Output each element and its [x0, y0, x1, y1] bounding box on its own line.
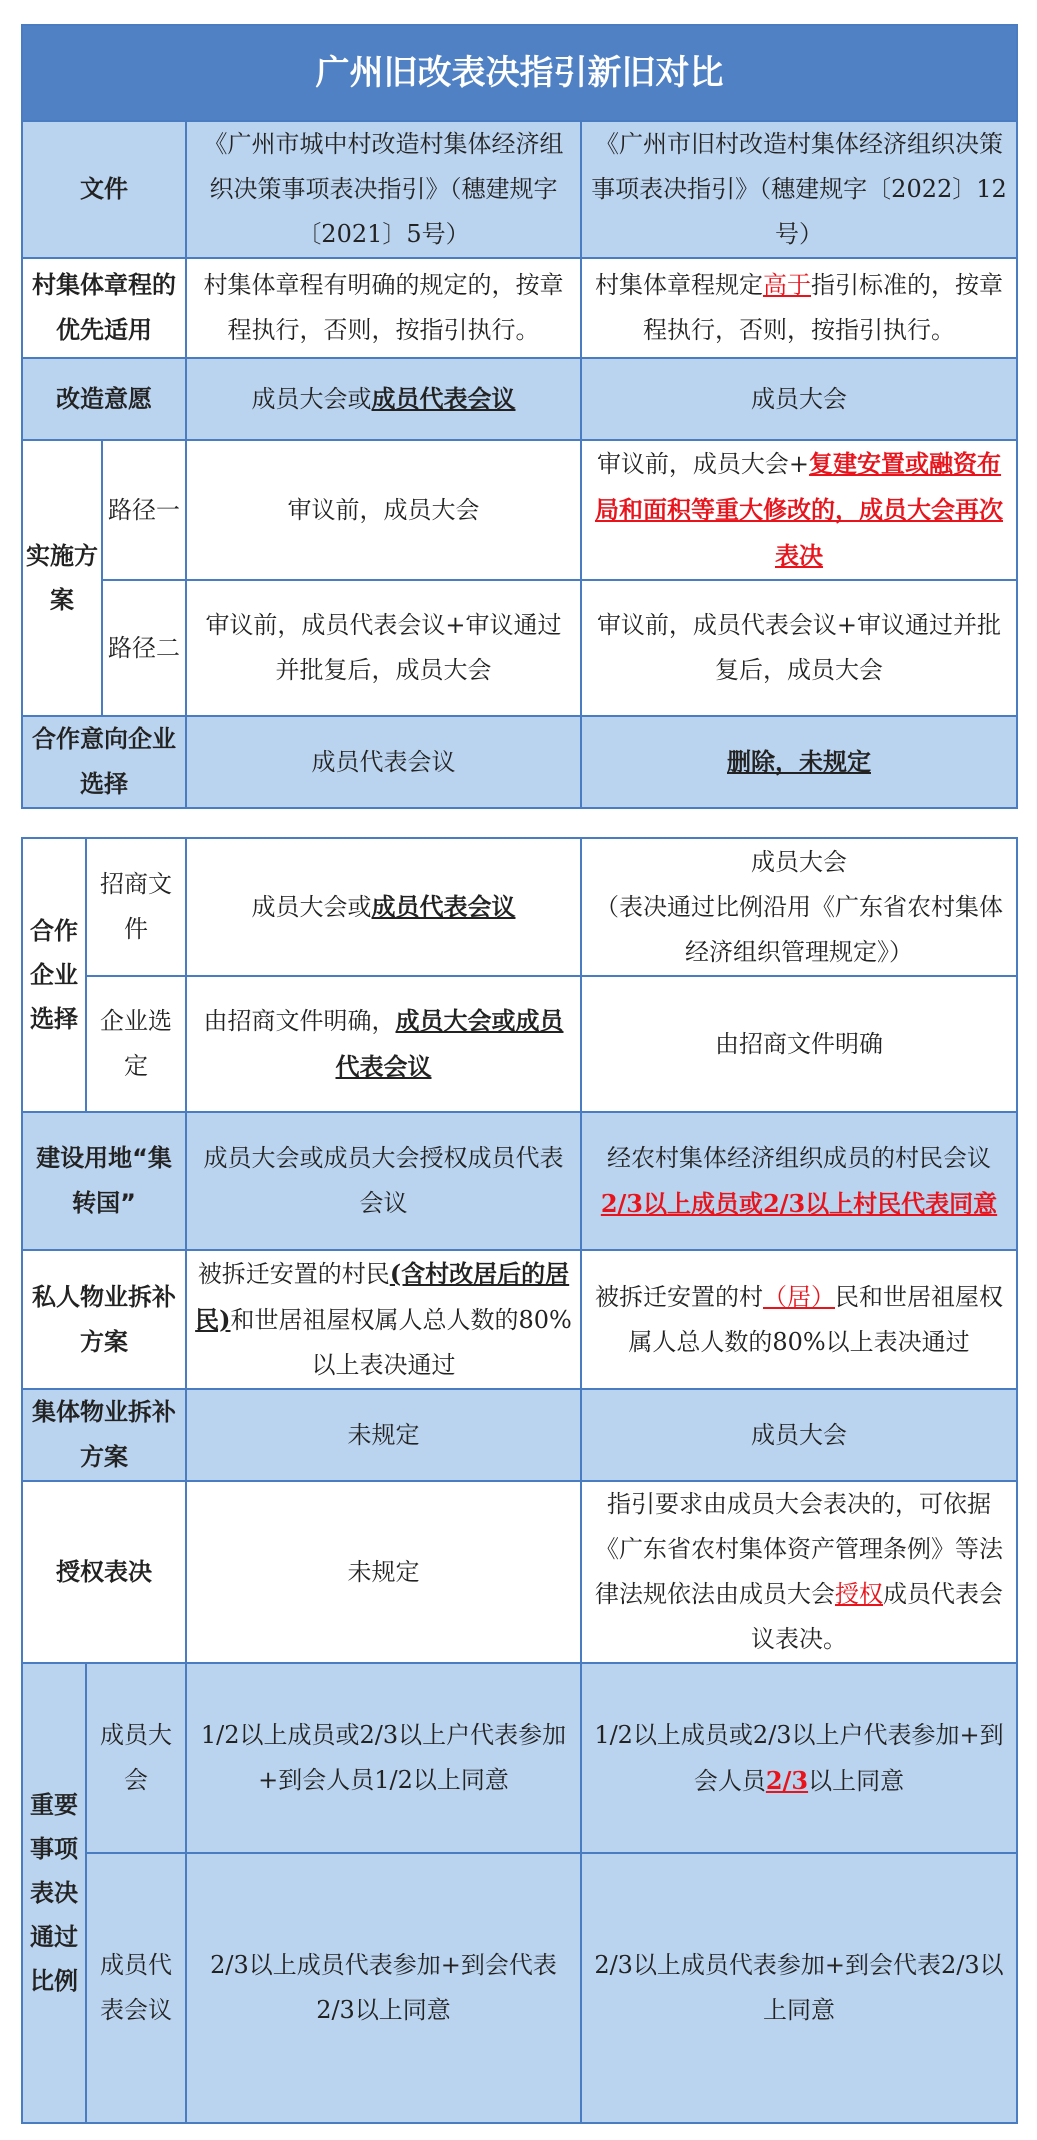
pick-old: 由招商文件明确，成员大会或成员代表会议 [186, 976, 581, 1112]
row-label-willingness: 改造意愿 [22, 358, 186, 440]
collective-old: 未规定 [186, 1389, 581, 1481]
highlight-text: 成员代表会议 [371, 892, 516, 921]
private-new: 被拆迁安置的村（居）民和世居祖屋权属人总人数的80%以上表决通过 [581, 1250, 1017, 1389]
highlight-text: (含村改居后的居民) [195, 1259, 570, 1334]
land-new: 经农村集体经济组织成员的村民会议2/3以上成员或2/3以上村民代表同意 [581, 1112, 1017, 1250]
path2-old: 审议前，成员代表会议+审议通过并批复后，成员大会 [186, 580, 581, 716]
coop-intent-old: 成员代表会议 [186, 716, 581, 808]
comparison-table-part2 [21, 837, 1018, 2124]
row-label-auth: 授权表决 [22, 1481, 186, 1663]
row-label-land: 建设用地“集转国” [22, 1112, 186, 1250]
highlight-text: 成员大会或成员代表会议 [335, 1006, 564, 1081]
row-coop-bid [22, 838, 1017, 976]
row-coop-pick [22, 976, 1017, 1112]
members-old: 1/2以上成员或2/3以上户代表参加+到会人员1/2以上同意 [186, 1663, 581, 1853]
pick-label: 企业选定 [86, 976, 186, 1112]
highlight-text: 2/3 [765, 1765, 809, 1795]
row-ratio-members [22, 1663, 1017, 1853]
coop-intent-new: 删除，未规定 [581, 716, 1017, 808]
row-collective [22, 1389, 1017, 1481]
file-old: 《广州市城中村改造村集体经济组织决策事项表决指引》（穗建规字〔2021〕5号） [186, 121, 581, 258]
reps-new: 2/3以上成员代表参加+到会代表2/3以上同意 [581, 1853, 1017, 2123]
collective-new: 成员大会 [581, 1389, 1017, 1481]
row-label-private: 私人物业拆补方案 [22, 1250, 186, 1389]
pick-new: 由招商文件明确 [581, 976, 1017, 1112]
row-plan-path1 [22, 440, 1017, 580]
reps-label: 成员代表会议 [86, 1853, 186, 2123]
private-old: 被拆迁安置的村民(含村改居后的居民)和世居祖屋权属人总人数的80%以上表决通过 [186, 1250, 581, 1389]
row-willingness [22, 358, 1017, 440]
bid-new: 成员大会 （表决通过比例沿用《广东省农村集体经济组织管理规定》） [581, 838, 1017, 976]
auth-old: 未规定 [186, 1481, 581, 1663]
members-new: 1/2以上成员或2/3以上户代表参加+到会人员2/3以上同意 [581, 1663, 1017, 1853]
highlight-text: 复建安置或融资布局和面积等重大修改的，成员大会再次表决 [595, 449, 1003, 570]
bid-label: 招商文件 [86, 838, 186, 976]
comparison-table-part1 [21, 24, 1018, 809]
auth-new: 指引要求由成员大会表决的，可依据《广东省农村集体资产管理条例》等法律法规依法由成员大会授权成员代表会议表决。 [581, 1481, 1017, 1663]
page-title: 广州旧改表决指引新旧对比 [22, 25, 1017, 121]
path1-label: 路径一 [102, 440, 186, 580]
highlight-text: 授权 [835, 1580, 883, 1608]
path2-label: 路径二 [102, 580, 186, 716]
row-label-coop-select: 合作企业选择 [22, 838, 86, 1112]
row-label-coop-intent: 合作意向企业选择 [22, 716, 186, 808]
highlight-text: （居） [763, 1282, 835, 1311]
highlight-text: 高于 [763, 271, 811, 299]
row-charter [22, 258, 1017, 358]
row-file [22, 121, 1017, 258]
willingness-old: 成员大会或成员代表会议 [186, 358, 581, 440]
row-coop-intent [22, 716, 1017, 808]
row-private [22, 1250, 1017, 1389]
path2-new: 审议前，成员代表会议+审议通过并批复后，成员大会 [581, 580, 1017, 716]
willingness-new: 成员大会 [581, 358, 1017, 440]
charter-old: 村集体章程有明确的规定的，按章程执行，否则，按指引执行。 [186, 258, 581, 358]
row-auth [22, 1481, 1017, 1663]
charter-new: 村集体章程规定高于指引标准的，按章程执行，否则，按指引执行。 [581, 258, 1017, 358]
bid-old: 成员大会或成员代表会议 [186, 838, 581, 976]
row-label-ratio: 重要事项表决通过比例 [22, 1663, 86, 2123]
file-new: 《广州市旧村改造村集体经济组织决策事项表决指引》（穗建规字〔2022〕12号） [581, 121, 1017, 258]
path1-new: 审议前，成员大会+复建安置或融资布局和面积等重大修改的，成员大会再次表决 [581, 440, 1017, 580]
row-label-file: 文件 [22, 121, 186, 258]
row-plan-path2 [22, 580, 1017, 716]
land-old: 成员大会或成员大会授权成员代表会议 [186, 1112, 581, 1250]
path1-old: 审议前，成员大会 [186, 440, 581, 580]
row-label-collective: 集体物业拆补方案 [22, 1389, 186, 1481]
row-label-charter: 村集体章程的优先适用 [22, 258, 186, 358]
highlight-text: 2/3以上成员或2/3以上村民代表同意 [600, 1188, 998, 1218]
reps-old: 2/3以上成员代表参加+到会代表2/3以上同意 [186, 1853, 581, 2123]
highlight-text: 成员代表会议 [371, 384, 516, 413]
row-land [22, 1112, 1017, 1250]
row-ratio-reps [22, 1853, 1017, 2123]
members-label: 成员大会 [86, 1663, 186, 1853]
row-label-plan: 实施方案 [22, 440, 102, 716]
